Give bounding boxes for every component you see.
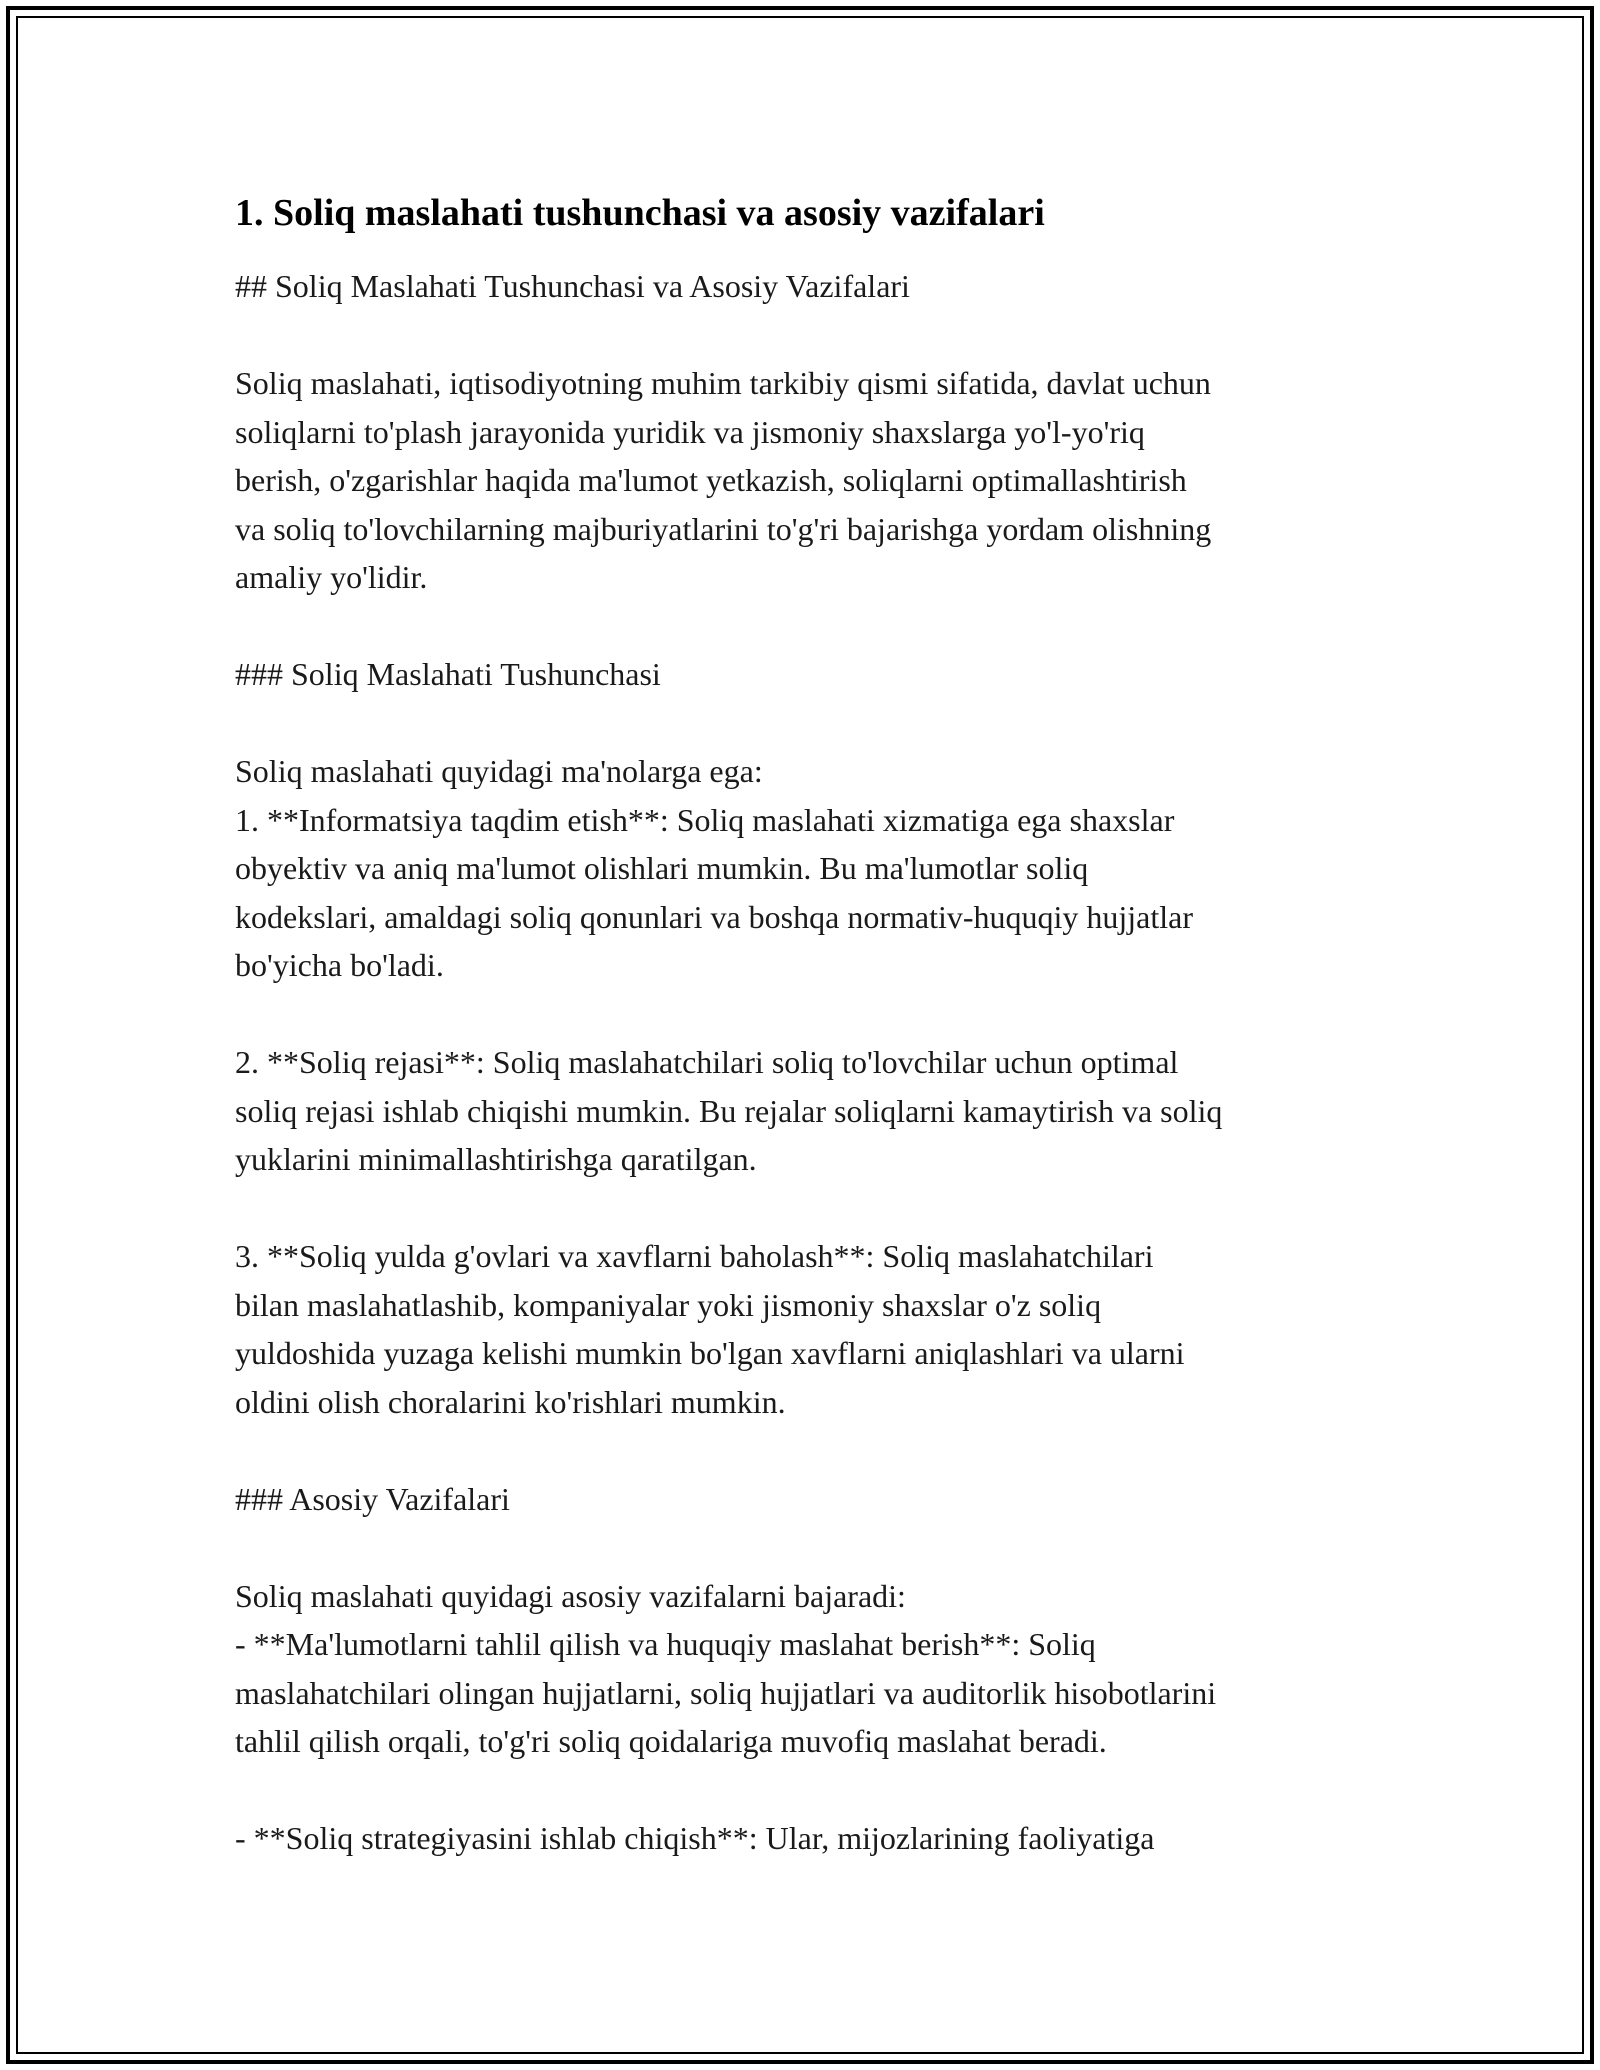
blank-line: [235, 602, 1385, 651]
text-line: soliq rejasi ishlab chiqishi mumkin. Bu rejalar soliqlarni kamaytirish va soliq: [235, 1092, 1223, 1129]
blank-line: [235, 990, 1385, 1039]
document-page: [235, 186, 1385, 1863]
text-line: - **Soliq strategiyasini ishlab chiqish**: Ular, mijozlarining faoliyatiga: [235, 1820, 1155, 1856]
blank-line: [235, 1523, 1385, 1572]
text-line: 3. **Soliq yulda g'ovlari va xavflarni baholash**: Soliq maslahatchilari: [235, 1238, 1154, 1274]
document-title: 1. Soliq maslahati tushunchasi va asosiy vazifalari: [235, 192, 1045, 234]
text-line: tahlil qilish orqali, to'g'ri soliq qoidalariga muvofiq maslahat beradi.: [235, 1723, 1107, 1759]
text-line: amaliy yo'lidir.: [235, 559, 428, 595]
text-line: Soliq maslahati, iqtisodiyotning muhim tarkibiy qismi sifatida, davlat uchun: [235, 365, 1211, 401]
text-line: ### Soliq Maslahati Tushunchasi: [235, 656, 661, 692]
text-line: va soliq to'lovchilarning majburiyatlarini to'g'ri bajarishga yordam olishning: [235, 510, 1212, 547]
text-line: kodekslari, amaldagi soliq qonunlari va boshqa normativ-huquqiy hujjatlar: [235, 898, 1194, 935]
blank-line: [235, 311, 1385, 360]
text-line: 2. **Soliq rejasi**: Soliq maslahatchilari soliq to'lovchilar uchun optimal: [235, 1044, 1179, 1080]
text-line: 1. **Informatsiya taqdim etish**: Soliq maslahati xizmatiga ega shaxslar: [235, 801, 1175, 838]
blank-line: [235, 1766, 1385, 1815]
document-body: [235, 262, 1385, 1863]
blank-line: [235, 1184, 1385, 1233]
text-line: Soliq maslahati quyidagi ma'nolarga ega:: [235, 753, 763, 789]
text-line: bo'yicha bo'ladi.: [235, 947, 444, 983]
text-line: - **Ma'lumotlarni tahlil qilish va huquqiy maslahat berish**: Soliq: [235, 1626, 1096, 1662]
blank-line: [235, 1426, 1385, 1475]
text-line: maslahatchilari olingan hujjatlarni, soliq hujjatlari va auditorlik hisobotlarini: [235, 1674, 1217, 1711]
text-line: yuklarini minimallashtirishga qaratilgan.: [235, 1141, 757, 1177]
text-line: obyektiv va aniq ma'lumot olishlari mumkin. Bu ma'lumotlar soliq: [235, 850, 1089, 886]
text-line: ### Asosiy Vazifalari: [235, 1480, 510, 1517]
text-line: ## Soliq Maslahati Tushunchasi va Asosiy Vazifalari: [235, 268, 910, 304]
text-line: berish, o'zgarishlar haqida ma'lumot yetkazish, soliqlarni optimallashtirish: [235, 462, 1187, 498]
text-line: oldini olish choralarini ko'rishlari mumkin.: [235, 1383, 786, 1420]
text-line: soliqlarni to'plash jarayonida yuridik va jismoniy shaxslarga yo'l-yo'riq: [235, 413, 1145, 450]
text-line: yuldoshida yuzaga kelishi mumkin bo'lgan xavflarni aniqlashlari va ularni: [235, 1335, 1185, 1371]
blank-line: [235, 699, 1385, 748]
text-line: bilan maslahatlashib, kompaniyalar yoki jismoniy shaxslar o'z soliq: [235, 1286, 1102, 1323]
text-line: Soliq maslahati quyidagi asosiy vazifalarni bajaradi:: [235, 1577, 906, 1614]
